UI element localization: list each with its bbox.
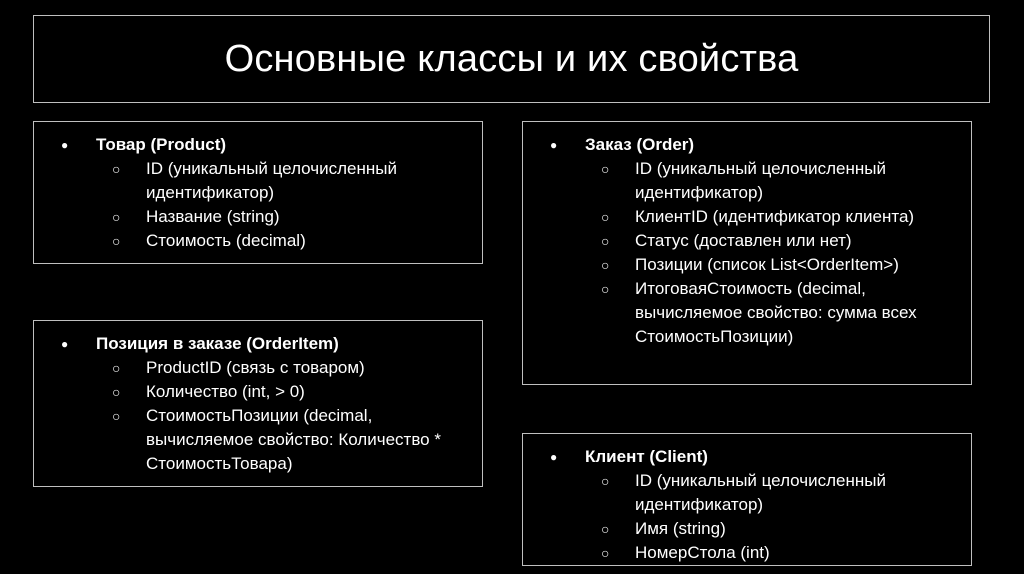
bullet-icon: ●: [550, 138, 558, 152]
property-item: [34, 404, 482, 476]
class-header: [34, 133, 482, 157]
property-item: [34, 157, 482, 205]
class-name: Клиент (Client): [585, 447, 708, 466]
bullet-icon: ●: [550, 450, 558, 464]
bullet-icon: ●: [61, 337, 69, 351]
property-item: [523, 253, 971, 277]
property-text: Стоимость (decimal): [146, 231, 306, 250]
property-text: ProductID (связь с товаром): [146, 358, 365, 377]
property-text: ИтоговаяСтоимость (decimal, вычисляемое свойство: сумма всех СтоимостьПозиции): [635, 279, 917, 346]
property-item: [523, 541, 971, 565]
circle-bullet-icon: ○: [601, 473, 610, 489]
circle-bullet-icon: ○: [601, 545, 610, 561]
property-text: Имя (string): [635, 519, 726, 538]
property-item: [34, 229, 482, 253]
property-item: [523, 469, 971, 517]
circle-bullet-icon: ○: [601, 257, 610, 273]
circle-bullet-icon: ○: [112, 209, 121, 225]
property-list: [523, 157, 971, 349]
class-name: Заказ (Order): [585, 135, 695, 154]
circle-bullet-icon: ○: [601, 161, 610, 177]
property-text: НомерСтола (int): [635, 543, 770, 562]
class-card-order: [522, 121, 972, 385]
property-text: Позиции (список List<OrderItem>): [635, 255, 899, 274]
property-text: ID (уникальный целочисленный идентификатор): [146, 159, 397, 202]
class-header: [523, 133, 971, 157]
property-text: Статус (доставлен или нет): [635, 231, 852, 250]
property-item: [34, 356, 482, 380]
circle-bullet-icon: ○: [601, 209, 610, 225]
property-item: [34, 380, 482, 404]
circle-bullet-icon: ○: [112, 384, 121, 400]
class-card-client: [522, 433, 972, 566]
property-list: [523, 469, 971, 565]
bullet-icon: ●: [61, 138, 69, 152]
property-list: [34, 157, 482, 253]
circle-bullet-icon: ○: [601, 521, 610, 537]
property-text: СтоимостьПозиции (decimal, вычисляемое свойство: Количество * СтоимостьТовара): [146, 406, 441, 473]
property-item: [523, 205, 971, 229]
property-text: КлиентID (идентификатор клиента): [635, 207, 915, 226]
class-name: Позиция в заказе (OrderItem): [96, 334, 339, 353]
property-item: [523, 157, 971, 205]
property-item: [34, 205, 482, 229]
property-text: ID (уникальный целочисленный идентификатор): [635, 159, 886, 202]
circle-bullet-icon: ○: [112, 360, 121, 376]
property-list: [34, 356, 482, 476]
circle-bullet-icon: ○: [112, 233, 121, 249]
property-item: [523, 517, 971, 541]
circle-bullet-icon: ○: [601, 233, 610, 249]
slide-title: Основные классы и их свойства: [224, 37, 799, 80]
class-card-order-item: [33, 320, 483, 487]
property-text: Название (string): [146, 207, 280, 226]
class-name: Товар (Product): [96, 135, 227, 154]
class-card-product: [33, 121, 483, 264]
property-item: [523, 277, 971, 349]
class-header: [34, 332, 482, 356]
title-box: [33, 15, 990, 103]
circle-bullet-icon: ○: [112, 408, 121, 424]
property-text: Количество (int, > 0): [146, 382, 305, 401]
property-text: ID (уникальный целочисленный идентификатор): [635, 471, 886, 514]
circle-bullet-icon: ○: [112, 161, 121, 177]
circle-bullet-icon: ○: [601, 281, 610, 297]
class-header: [523, 445, 971, 469]
property-item: [523, 229, 971, 253]
